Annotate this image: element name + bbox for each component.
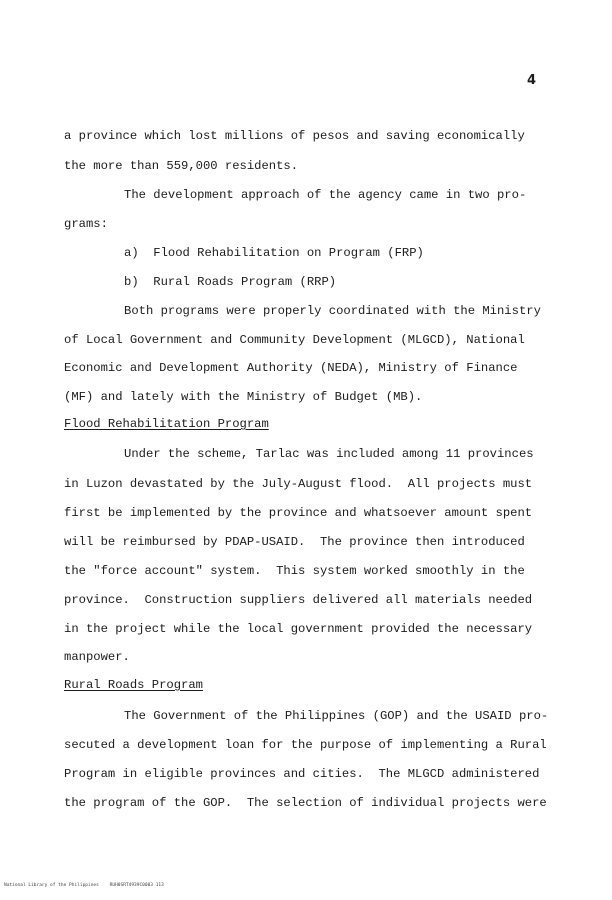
body-line: secuted a development loan for the purpose of implementing a Rural xyxy=(64,738,547,752)
body-line: Program in eligible provinces and cities. The MLGCD administered xyxy=(64,767,540,781)
body-line: (MF) and lately with the Ministry of Budget (MB). xyxy=(64,390,423,404)
body-line: The development approach of the agency came in two pro- xyxy=(124,188,527,202)
body-line: first be implemented by the province and whatsoever amount spent xyxy=(64,506,533,520)
body-line: manpower. xyxy=(64,650,130,664)
section-heading: Rural Roads Program xyxy=(64,678,203,692)
body-line: Both programs were properly coordinated with the Ministry xyxy=(124,304,541,318)
body-line: The Government of the Philippines (GOP) and the USAID pro- xyxy=(124,709,549,723)
body-line: the more than 559,000 residents. xyxy=(64,159,299,173)
body-line: the "force account" system. This system worked smoothly in the xyxy=(64,564,525,578)
section-heading: Flood Rehabilitation Program xyxy=(64,417,269,431)
body-line: province. Construction suppliers delivered all materials needed xyxy=(64,593,533,607)
body-line: of Local Government and Community Development (MLGCD), National xyxy=(64,333,525,347)
body-line: will be reimbursed by PDAP-USAID. The province then introduced xyxy=(64,535,525,549)
list-item: b) Rural Roads Program (RRP) xyxy=(124,275,337,289)
body-line: Under the scheme, Tarlac was included among 11 provinces xyxy=(124,447,534,461)
page-number: 4 xyxy=(526,73,536,88)
body-line: a province which lost millions of pesos and saving economically xyxy=(64,129,525,143)
body-line: in the project while the local government provided the necessary xyxy=(64,622,533,636)
body-line: the program of the GOP. The selection of individual projects were xyxy=(64,796,547,810)
body-line: Economic and Development Authority (NEDA), Ministry of Finance xyxy=(64,361,518,375)
footer-text: National Library of the Philippines RUH0SRT4939C0003 113 xyxy=(4,883,164,888)
list-item: a) Flood Rehabilitation on Program (FRP) xyxy=(124,246,424,260)
body-line: grams: xyxy=(64,217,108,231)
body-line: in Luzon devastated by the July-August flood. All projects must xyxy=(64,477,533,491)
